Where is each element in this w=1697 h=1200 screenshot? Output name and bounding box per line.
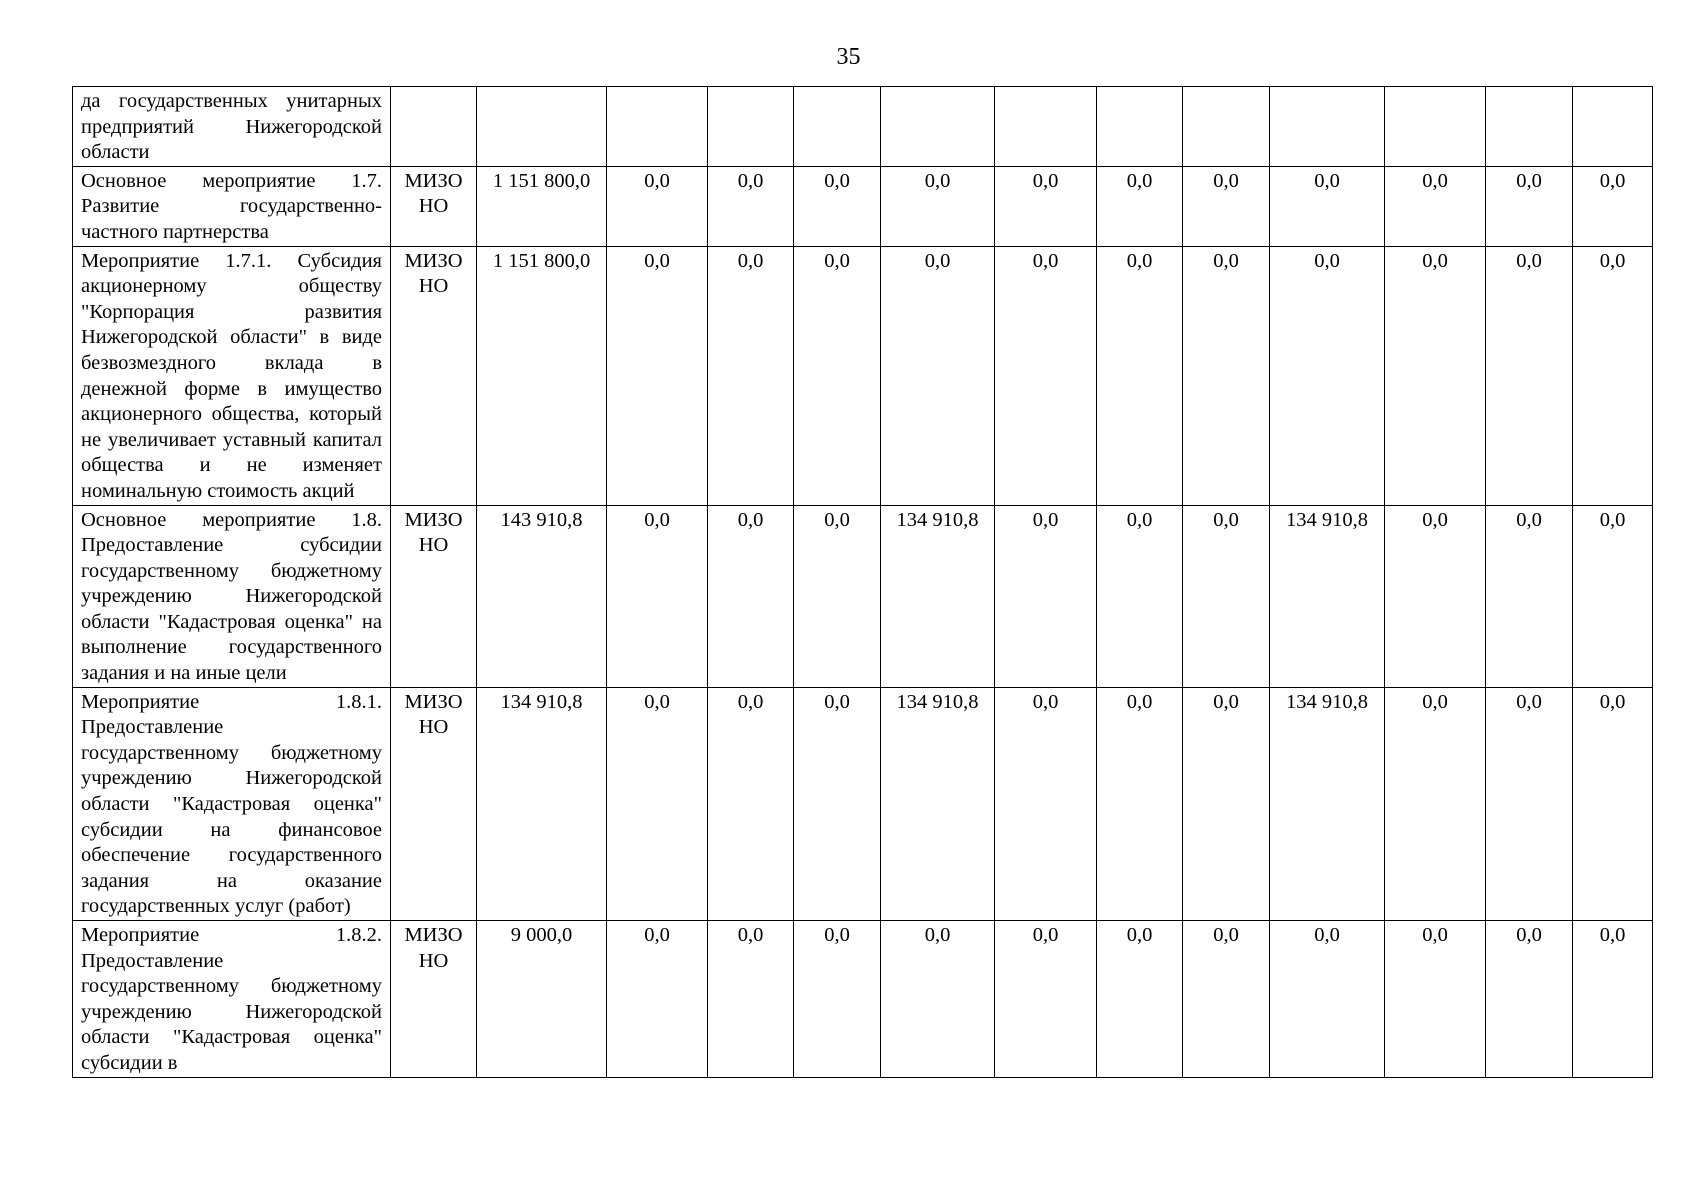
table-row	[73, 246, 1653, 505]
amount-cell: 0,0	[607, 505, 708, 687]
amount-cell: 0,0	[995, 246, 1097, 505]
amount-cell: 0,0	[794, 687, 881, 920]
amount-cell: 0,0	[1270, 921, 1385, 1078]
executor-cell	[391, 87, 477, 167]
amount-cell	[881, 87, 995, 167]
amount-cell: 0,0	[1385, 505, 1486, 687]
amount-cell	[1097, 87, 1183, 167]
amount-cell	[1573, 87, 1653, 167]
amount-cell: 0,0	[1097, 505, 1183, 687]
amount-cell	[708, 87, 794, 167]
page-number: 35	[836, 44, 861, 70]
amount-cell: 0,0	[794, 505, 881, 687]
activity-description: Основное мероприятие 1.7. Развитие государственно-частного партнерства	[73, 166, 391, 246]
amount-cell: 0,0	[1486, 505, 1573, 687]
amount-cell: 0,0	[607, 921, 708, 1078]
amount-cell	[1183, 87, 1270, 167]
amount-cell: 0,0	[881, 246, 995, 505]
amount-cell: 0,0	[1183, 246, 1270, 505]
table-row	[73, 921, 1653, 1078]
amount-cell: 0,0	[1385, 166, 1486, 246]
table-row	[73, 505, 1653, 687]
amount-cell: 0,0	[1573, 687, 1653, 920]
table-row	[73, 87, 1653, 167]
amount-cell: 0,0	[881, 166, 995, 246]
amount-cell: 0,0	[1097, 921, 1183, 1078]
amount-cell	[607, 87, 708, 167]
amount-cell: 0,0	[1385, 687, 1486, 920]
amount-cell: 0,0	[708, 687, 794, 920]
amount-cell: 0,0	[1573, 921, 1653, 1078]
amount-cell: 0,0	[708, 505, 794, 687]
amount-cell: 134 910,8	[1270, 505, 1385, 687]
amount-cell: 0,0	[607, 166, 708, 246]
amount-cell	[1486, 87, 1573, 167]
budget-table	[72, 86, 1653, 1078]
amount-cell: 0,0	[1486, 687, 1573, 920]
amount-cell: 0,0	[1385, 921, 1486, 1078]
amount-cell: 143 910,8	[477, 505, 607, 687]
amount-cell: 0,0	[794, 921, 881, 1078]
executor-cell: МИЗО НО	[391, 505, 477, 687]
amount-cell: 0,0	[1097, 246, 1183, 505]
amount-cell: 134 910,8	[1270, 687, 1385, 920]
amount-cell: 134 910,8	[881, 687, 995, 920]
amount-cell: 0,0	[1270, 166, 1385, 246]
executor-cell: МИЗО НО	[391, 246, 477, 505]
amount-cell: 0,0	[794, 166, 881, 246]
amount-cell: 0,0	[1097, 687, 1183, 920]
amount-cell: 0,0	[1183, 505, 1270, 687]
amount-cell: 0,0	[995, 921, 1097, 1078]
activity-description: да государственных унитарных предприятий Нижегородской области	[73, 87, 391, 167]
amount-cell: 0,0	[708, 921, 794, 1078]
amount-cell: 134 910,8	[477, 687, 607, 920]
executor-cell: МИЗО НО	[391, 166, 477, 246]
amount-cell: 0,0	[1385, 246, 1486, 505]
amount-cell: 0,0	[1486, 921, 1573, 1078]
amount-cell: 134 910,8	[881, 505, 995, 687]
amount-cell: 0,0	[607, 687, 708, 920]
amount-cell: 0,0	[1183, 166, 1270, 246]
activity-description: Мероприятие 1.8.2. Предоставление государственному бюджетному учреждению Нижегородской области "Кадастровая оценка" субсидии в	[73, 921, 391, 1078]
activity-description: Основное мероприятие 1.8. Предоставление субсидии государственному бюджетному учреждению Нижегородской области "Кадастровая оценка" на выполнение государственного задания и на иные цели	[73, 505, 391, 687]
amount-cell: 0,0	[1183, 687, 1270, 920]
amount-cell: 0,0	[1573, 246, 1653, 505]
amount-cell: 0,0	[708, 246, 794, 505]
amount-cell	[995, 87, 1097, 167]
amount-cell: 0,0	[1486, 166, 1573, 246]
amount-cell: 0,0	[794, 246, 881, 505]
table-row	[73, 166, 1653, 246]
table-body	[73, 87, 1653, 1078]
amount-cell: 0,0	[881, 921, 995, 1078]
amount-cell: 0,0	[995, 687, 1097, 920]
executor-cell: МИЗО НО	[391, 921, 477, 1078]
amount-cell: 1 151 800,0	[477, 246, 607, 505]
amount-cell: 0,0	[1183, 921, 1270, 1078]
amount-cell: 0,0	[1270, 246, 1385, 505]
amount-cell: 0,0	[995, 166, 1097, 246]
amount-cell: 0,0	[1486, 246, 1573, 505]
amount-cell: 0,0	[995, 505, 1097, 687]
amount-cell	[1385, 87, 1486, 167]
activity-description: Мероприятие 1.7.1. Субсидия акционерному обществу "Корпорация развития Нижегородской области" в виде безвозмездного вклада в денежной форме в имущество акционерного общества, который не увеличивает уставный капитал общества и не изменяет номинальную стоимость акций	[73, 246, 391, 505]
table-row	[73, 687, 1653, 920]
amount-cell: 9 000,0	[477, 921, 607, 1078]
amount-cell	[794, 87, 881, 167]
amount-cell: 0,0	[1573, 166, 1653, 246]
amount-cell: 0,0	[708, 166, 794, 246]
amount-cell	[1270, 87, 1385, 167]
amount-cell: 0,0	[1097, 166, 1183, 246]
activity-description: Мероприятие 1.8.1. Предоставление государственному бюджетному учреждению Нижегородской области "Кадастровая оценка" субсидии на финансовое обеспечение государственного задания на оказание государственных услуг (работ)	[73, 687, 391, 920]
amount-cell: 1 151 800,0	[477, 166, 607, 246]
amount-cell	[477, 87, 607, 167]
executor-cell: МИЗО НО	[391, 687, 477, 920]
amount-cell: 0,0	[607, 246, 708, 505]
amount-cell: 0,0	[1573, 505, 1653, 687]
